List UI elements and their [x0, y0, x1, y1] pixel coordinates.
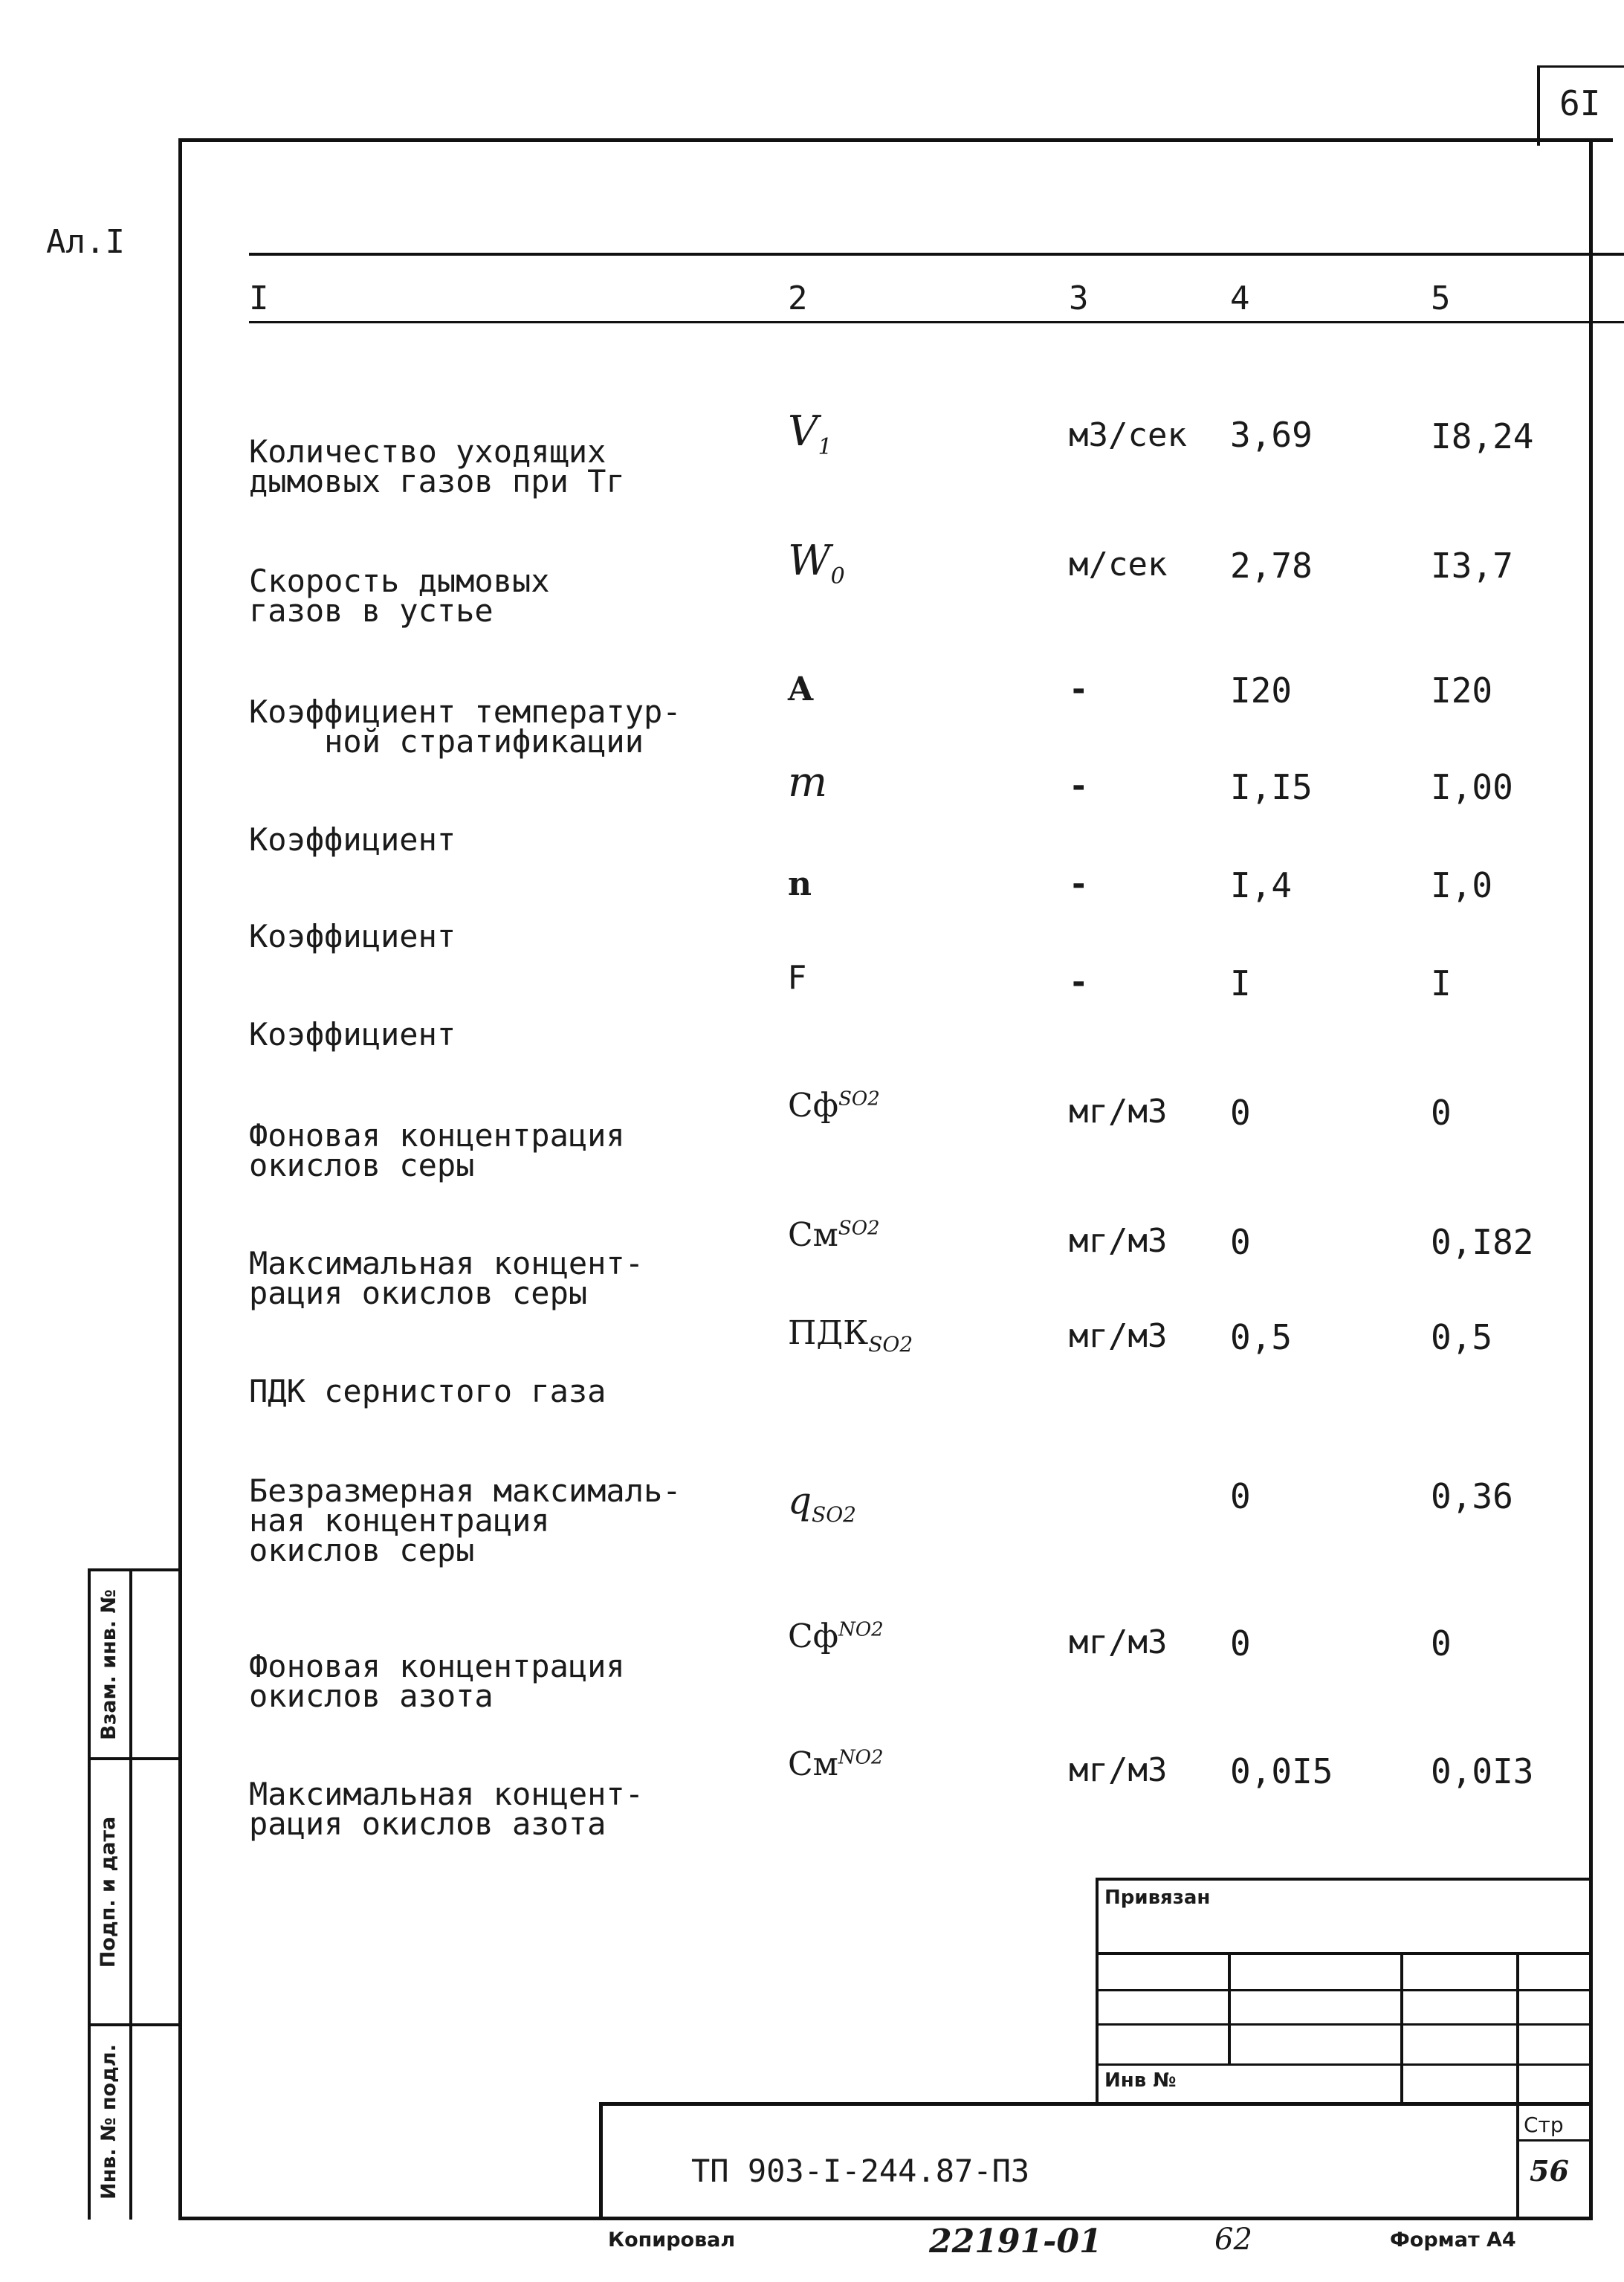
format-label: Формат А4 [1390, 2228, 1516, 2252]
row-label: Фоновая концентрация окислов серы [249, 1117, 625, 1183]
row-symbol: A [788, 670, 814, 708]
row-symbol: n [788, 865, 812, 903]
row-label: Коэффициент [249, 821, 456, 858]
row-symbol: $V_1$ [788, 407, 832, 461]
row-label: Максимальная концент- рация окислов серы [249, 1245, 644, 1311]
row-value-5: 0 [1431, 1093, 1452, 1133]
page-label: Стр [1524, 2113, 1564, 2137]
row-unit: мг/м3 [1069, 1623, 1168, 1661]
row-symbol: $См^{NO2}$ [788, 1745, 884, 1783]
document-code: ТП 903-I-244.87-П3 [691, 2153, 1030, 2189]
row-label: Безразмерная максималь- ная концентрация окислов серы [249, 1473, 682, 1568]
row-value-5: I,0 [1431, 865, 1493, 905]
row-label: Коэффициент [249, 918, 456, 954]
row-value-5: I [1431, 963, 1452, 1003]
row-symbol: F [788, 959, 807, 997]
row-label: Фоновая концентрация окислов азота [249, 1648, 625, 1714]
row-value-4: 0 [1230, 1623, 1251, 1664]
row-value-4: 0 [1230, 1476, 1251, 1516]
inv-no-label: Инв № [1104, 2069, 1177, 2092]
page-value: 56 [1530, 2154, 1569, 2188]
row-unit: - [1069, 963, 1089, 1001]
row-symbol: $W_0$ [788, 537, 845, 590]
row-symbol: $ПДК_{SO2}$ [788, 1314, 913, 1357]
row-value-4: 3,69 [1230, 415, 1313, 455]
row-symbol: $Сф^{SO2}$ [788, 1087, 880, 1125]
row-label: Коэффициент [249, 1016, 456, 1053]
col-header-4: 4 [1230, 279, 1250, 317]
row-unit: - [1069, 670, 1089, 708]
page-number: 6I [1559, 83, 1601, 123]
row-value-4: I20 [1230, 670, 1293, 711]
row-unit: - [1069, 865, 1089, 903]
row-unit: м/сек [1069, 546, 1168, 584]
row-value-4: 2,78 [1230, 546, 1313, 586]
row-value-4: 0 [1230, 1093, 1251, 1133]
podp-data-cell: Подп. и дата [97, 1816, 120, 1968]
row-symbol: m [788, 758, 828, 807]
row-value-4: 0,5 [1230, 1317, 1293, 1357]
inv-podl-cell: Инв. № подл. [97, 2043, 120, 2199]
row-value-5: 0,36 [1431, 1476, 1513, 1516]
row-value-4: 0,0I5 [1230, 1751, 1333, 1791]
col-header-5: 5 [1431, 279, 1451, 317]
row-label: Максимальная концент- рация окислов азота [249, 1776, 644, 1842]
row-value-5: 0 [1431, 1623, 1452, 1664]
row-symbol: $См^{SO2}$ [788, 1216, 880, 1254]
footer-number: 62 [1214, 2223, 1252, 2257]
row-value-4: 0 [1230, 1222, 1251, 1262]
row-value-4: I,I5 [1230, 767, 1313, 807]
vzam-inv-cell: Взам. инв. № [97, 1588, 120, 1740]
row-value-5: 0,0I3 [1431, 1751, 1534, 1791]
row-value-5: I3,7 [1431, 546, 1513, 586]
row-value-5: I20 [1431, 670, 1493, 711]
privyazan-label: Привязан [1104, 1887, 1211, 1909]
row-value-5: 0,I82 [1431, 1222, 1534, 1262]
order-number: 22191-01 [929, 2223, 1102, 2260]
row-unit: - [1069, 767, 1089, 805]
row-symbol: $Сф^{NO2}$ [788, 1617, 884, 1655]
row-value-4: I [1230, 963, 1251, 1003]
row-label: Скорость дымовых газов в устье [249, 563, 550, 629]
row-unit: мг/м3 [1069, 1317, 1168, 1355]
row-unit: мг/м3 [1069, 1222, 1168, 1260]
row-value-4: I,4 [1230, 865, 1293, 905]
row-label: ПДК сернистого газа [249, 1373, 606, 1409]
sheet-label: Ал.I [46, 223, 125, 261]
row-label: Количество уходящих дымовых газов при Тг [249, 433, 625, 500]
row-value-5: I8,24 [1431, 416, 1534, 456]
row-label: Коэффициент температур- ной стратификации [249, 694, 682, 760]
col-header-2: 2 [788, 279, 808, 317]
col-header-1: I [249, 279, 269, 317]
row-unit: мг/м3 [1069, 1093, 1168, 1131]
row-unit: мг/м3 [1069, 1751, 1168, 1789]
row-value-5: 0,5 [1431, 1317, 1493, 1357]
col-header-3: 3 [1069, 279, 1089, 317]
row-unit: м3/сек [1069, 416, 1187, 454]
kopiroval-label: Копировал [608, 2228, 736, 2252]
row-value-5: I,00 [1431, 767, 1513, 807]
row-symbol: $q_{SO2}$ [788, 1479, 856, 1527]
